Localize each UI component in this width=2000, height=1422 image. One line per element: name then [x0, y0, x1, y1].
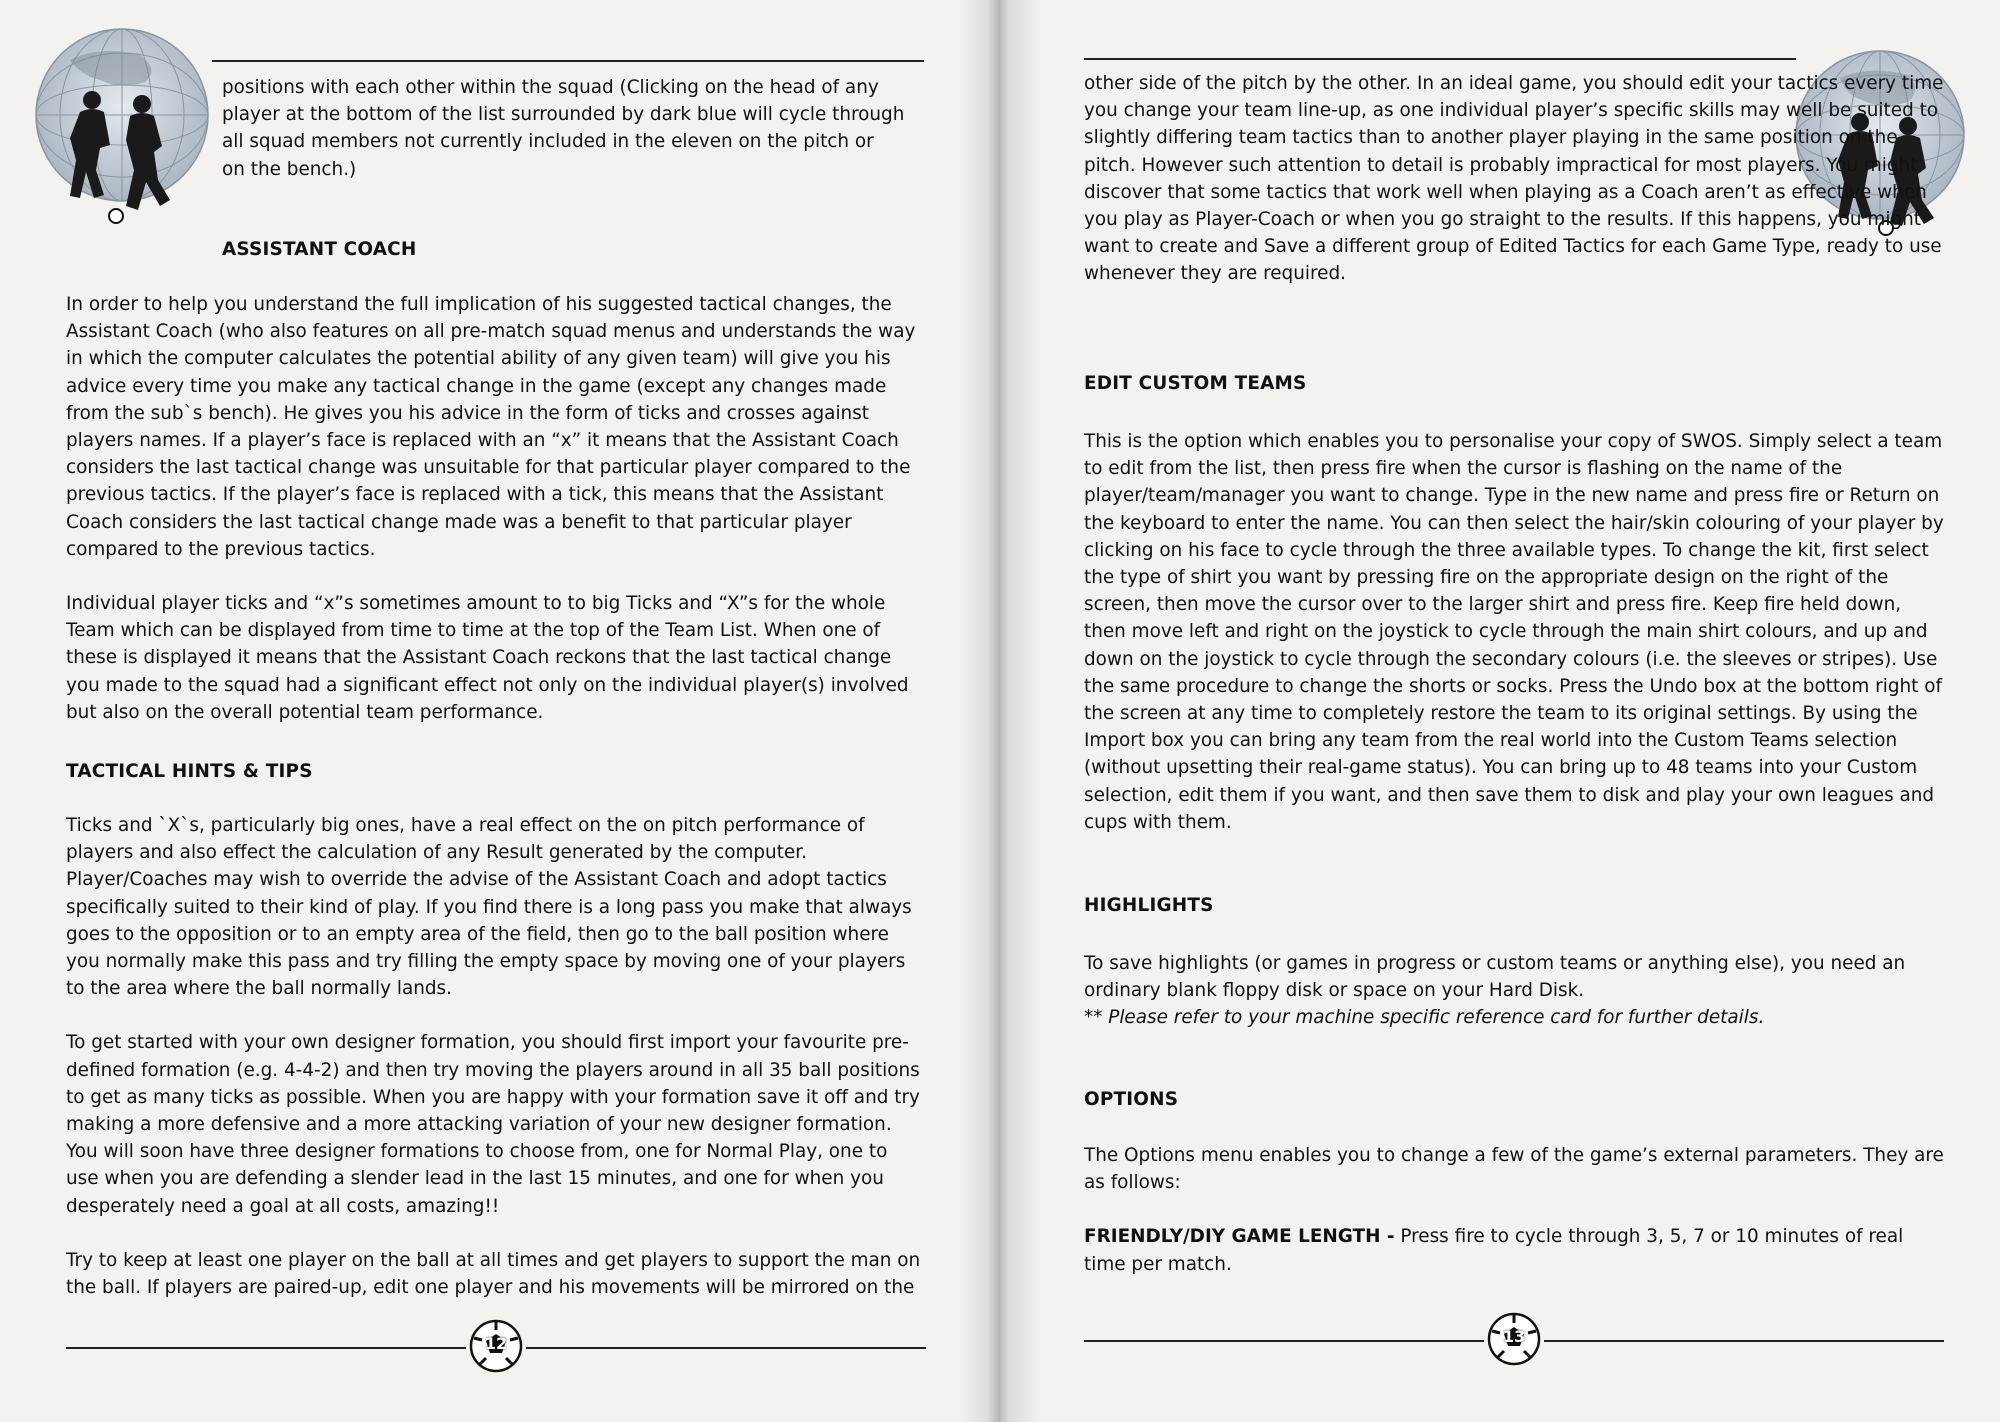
intro-paragraph: other side of the pitch by the other. In an ideal game, you should edit your tactics every time you change your team line-up, as one individual player’s specific skills may well be suited to slightly differing team tactics than to another player playing in the same position on the pitch. However such attention to detail is probably impractical for most players. You might discover that some tactics that work well when playing as a Coach aren’t as effective when you play as Player-Coach or when you go straight to the results. If this happens, you might want to create and Save a different group of Edited Tactics for each Game Type, ready to use whenever they are required. [1084, 73, 1944, 285]
highlights-paragraph: To save highlights (or games in progress or custom teams or anything else), you need an ordinary blank floppy disk or space on your Hard Disk. [1084, 953, 1906, 1002]
options-body [1084, 1142, 1946, 1278]
highlights-body [1084, 950, 1946, 1032]
page-number: 13 [1502, 1327, 1526, 1346]
tactical-hints-paragraph: Try to keep at least one player on the ball at all times and get players to support the man on the ball. If players are paired-up, edit one player and his movements will be mirrored on the [66, 1249, 921, 1299]
options-item-text: Press fire to cycle through 3, 5, 7 or 10 minutes of real time per match. [1084, 1226, 1904, 1275]
options-paragraph: The Options menu enables you to change a few of the game’s external parameters. They are as follows: [1084, 1145, 1944, 1194]
bottom-rule-left-b [526, 1347, 926, 1349]
right-page [1000, 0, 2000, 1422]
edit-custom-teams-heading: EDIT CUSTOM TEAMS [1084, 373, 1307, 394]
highlights-note: ** Please refer to your machine specific reference card for further details. [1084, 1007, 1765, 1029]
edit-custom-teams-paragraph: This is the option which enables you to personalise your copy of SWOS. Simply select a team to edit from the list, then press fire when the cursor is flashing on the name of the player/team/manager you want to change. Type in the new name and press fire or Return on the keyboard to enter the name. You can then select the hair/skin colouring of your player by clicking on his face to cycle through the three available types. To change the kit, first select the type of shirt you want by pressing fire on the appropriate design on the right of the screen, then move the cursor over to the larger shirt and press fire. Keep fire held down, then move left and right on the joystick to cycle through the main shirt colours, and up and down on the joystick to cycle through the secondary colours (i.e. the sleeves or stripes). Use the same procedure to change the shorts or socks. Press the Undo box at the bottom right of the screen at any time to completely restore the team to its original settings. By using the Import box you can bring any team from the real world into the Custom Teams selection (without upsetting their real-game status). You can bring up to 48 teams into your Custom selection, edit them if you want, and then save them to disk and play your own leagues and cups with them. [1084, 431, 1944, 833]
assistant-coach-paragraph: In order to help you understand the full implication of his suggested tactical changes, the Assistant Coach (who also features on all pre-match squad menus and understands the way in which the computer calculates the potential ability of any given team) will give you his advice every time you make any tactical change in the game (except any changes made from the sub`s bench). He gives you his advice in the form of ticks and crosses against players names. If a player’s face is replaced with an “x” it means that the Assistant Coach considers the last tactical change was unsuitable for that particular player compared to the previous tactics. If the player’s face is replaced with a tick, this means that the Assistant Coach considers the last tactical change made was a benefit to that particular player compared to the previous tactics. [66, 294, 916, 560]
tactical-hints-heading: TACTICAL HINTS & TIPS [66, 761, 313, 782]
options-item [1084, 1223, 1946, 1277]
assistant-coach-body [66, 291, 924, 726]
intro-continuation-right [1084, 70, 1944, 288]
edit-custom-teams-body [1084, 428, 1946, 836]
tactical-hints-body [66, 812, 924, 1301]
intro-line: all squad members not currently included in the eleven on the pitch or [222, 131, 874, 153]
bottom-rule-left-a [66, 1347, 466, 1349]
assistant-coach-paragraph: Individual player ticks and “x”s sometimes amount to to big Ticks and “X”s for the whole Team which can be displayed from time to time at the top of the Team List. When one of these is displayed it means that the Assistant Coach reckons that the last tactical change you made to the squad had a significant effect not only on the individual player(s) involved but also on the overall potential team performance. [66, 593, 909, 723]
page-number-badge-right [1486, 1311, 1542, 1367]
intro-line: player at the bottom of the list surrounded by dark blue will cycle through [222, 104, 905, 126]
options-heading: OPTIONS [1084, 1089, 1179, 1110]
tactical-hints-paragraph: Ticks and `X`s, particularly big ones, have a real effect on the on pitch performance of players and also effect the calculation of any Result generated by the computer. Player/Coaches may wish to override the advise of the Assistant Coach and adopt tactics specifically suited to their kind of play. If you find there is a long pass you make that always goes to the opposition or to an empty area of the field, then go to the ball position where you normally make this pass and try filling the empty space by moving one of your players to the area where the ball normally lands. [66, 815, 912, 1000]
options-item-label: FRIENDLY/DIY GAME LENGTH - [1084, 1226, 1395, 1248]
intro-line: on the bench.) [222, 158, 357, 180]
bottom-rule-right-b [1544, 1340, 1944, 1342]
top-rule-right [1084, 58, 1796, 60]
tactical-hints-paragraph: To get started with your own designer formation, you should first import your favourite pre-defined formation (e.g. 4-4-2) and then try moving the players around in all 35 ball positions to get as many ticks as possible. When you are happy with your formation save it off and try making a more defensive and a more attacking variation of your new designer formation. You will soon have three designer formations to choose from, one for Normal Play, one to use when you are defending a slender lead in the last 15 minutes, and one for when you desperately need a goal at all costs, amazing!! [66, 1032, 920, 1217]
page-number: 12 [484, 1334, 508, 1353]
assistant-coach-heading: ASSISTANT COACH [222, 239, 417, 260]
intro-line: positions with each other within the squad (Clicking on the head of any [222, 77, 879, 98]
left-page [0, 0, 990, 1422]
page-number-badge-left [468, 1318, 524, 1374]
bottom-rule-right-a [1084, 1340, 1484, 1342]
footballers-globe-logo-left [30, 20, 210, 230]
intro-continuation-left [222, 74, 922, 183]
top-rule-left [212, 60, 924, 62]
highlights-heading: HIGHLIGHTS [1084, 895, 1214, 916]
